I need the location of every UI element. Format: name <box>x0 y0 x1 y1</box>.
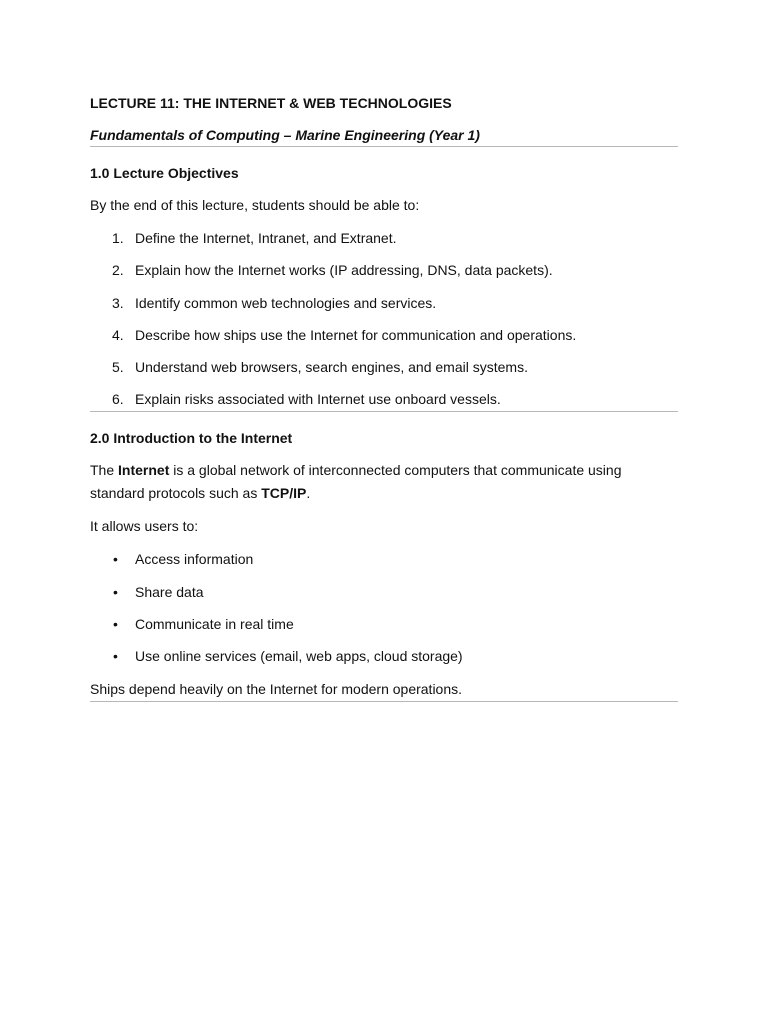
list-item <box>90 388 678 411</box>
term-tcp-ip: TCP/IP <box>261 485 307 502</box>
bullet-icon: • <box>113 616 118 633</box>
list-item-text: Use online services (email, web apps, cloud storage) <box>135 648 463 665</box>
list-number: 3. <box>112 294 124 311</box>
list-item <box>90 324 678 347</box>
list-item <box>90 581 678 604</box>
list-item-text: Explain risks associated with Internet use onboard vessels. <box>135 391 501 408</box>
list-item-text: Describe how ships use the Internet for communication and operations. <box>135 326 577 343</box>
list-number: 4. <box>112 326 124 343</box>
list-item-text: Understand web browsers, search engines, and email systems. <box>135 359 528 376</box>
list-item-text: Communicate in real time <box>135 616 294 633</box>
definition-text: The <box>90 462 119 479</box>
bullet-icon: • <box>113 551 118 568</box>
objectives-list <box>90 227 678 411</box>
list-item-text: Define the Internet, Intranet, and Extranet. <box>135 230 397 246</box>
bullet-icon: • <box>113 583 118 600</box>
allows-intro: It allows users to: <box>90 518 199 535</box>
section-divider <box>90 146 678 147</box>
internet-definition <box>90 459 678 505</box>
document-subtitle: Fundamentals of Computing – Marine Engineering (Year 1) <box>90 127 480 143</box>
term-internet: Internet <box>118 462 170 479</box>
document-title: LECTURE 11: THE INTERNET & WEB TECHNOLOGIES <box>90 95 452 111</box>
uses-list <box>90 548 678 668</box>
list-item-text: Identify common web technologies and services. <box>135 294 437 311</box>
section-heading-objectives: 1.0 Lecture Objectives <box>90 165 239 181</box>
section-divider <box>90 411 678 412</box>
list-item-text: Explain how the Internet works (IP addressing, DNS, data packets). <box>135 262 553 279</box>
list-number: 6. <box>112 391 124 408</box>
section-divider <box>90 701 678 702</box>
list-item <box>90 227 678 250</box>
definition-text: . <box>306 485 311 502</box>
list-item <box>90 356 678 379</box>
closing-statement: Ships depend heavily on the Internet for modern operations. <box>90 681 463 698</box>
list-item <box>90 292 678 315</box>
list-item-text: Share data <box>135 583 204 600</box>
list-item <box>90 645 678 668</box>
definition-text: is a global network of interconnected computers that communicate using standard protocols such as <box>90 462 622 502</box>
list-item <box>90 259 678 282</box>
document-page <box>90 92 678 702</box>
list-item-text: Access information <box>135 551 254 568</box>
section-heading-introduction: 2.0 Introduction to the Internet <box>90 430 293 447</box>
list-item <box>90 613 678 636</box>
list-number: 1. <box>112 230 124 246</box>
objectives-intro: By the end of this lecture, students should be able to: <box>90 197 420 213</box>
bullet-icon: • <box>113 648 118 665</box>
list-item <box>90 548 678 571</box>
list-number: 2. <box>112 262 124 279</box>
list-number: 5. <box>112 359 124 376</box>
